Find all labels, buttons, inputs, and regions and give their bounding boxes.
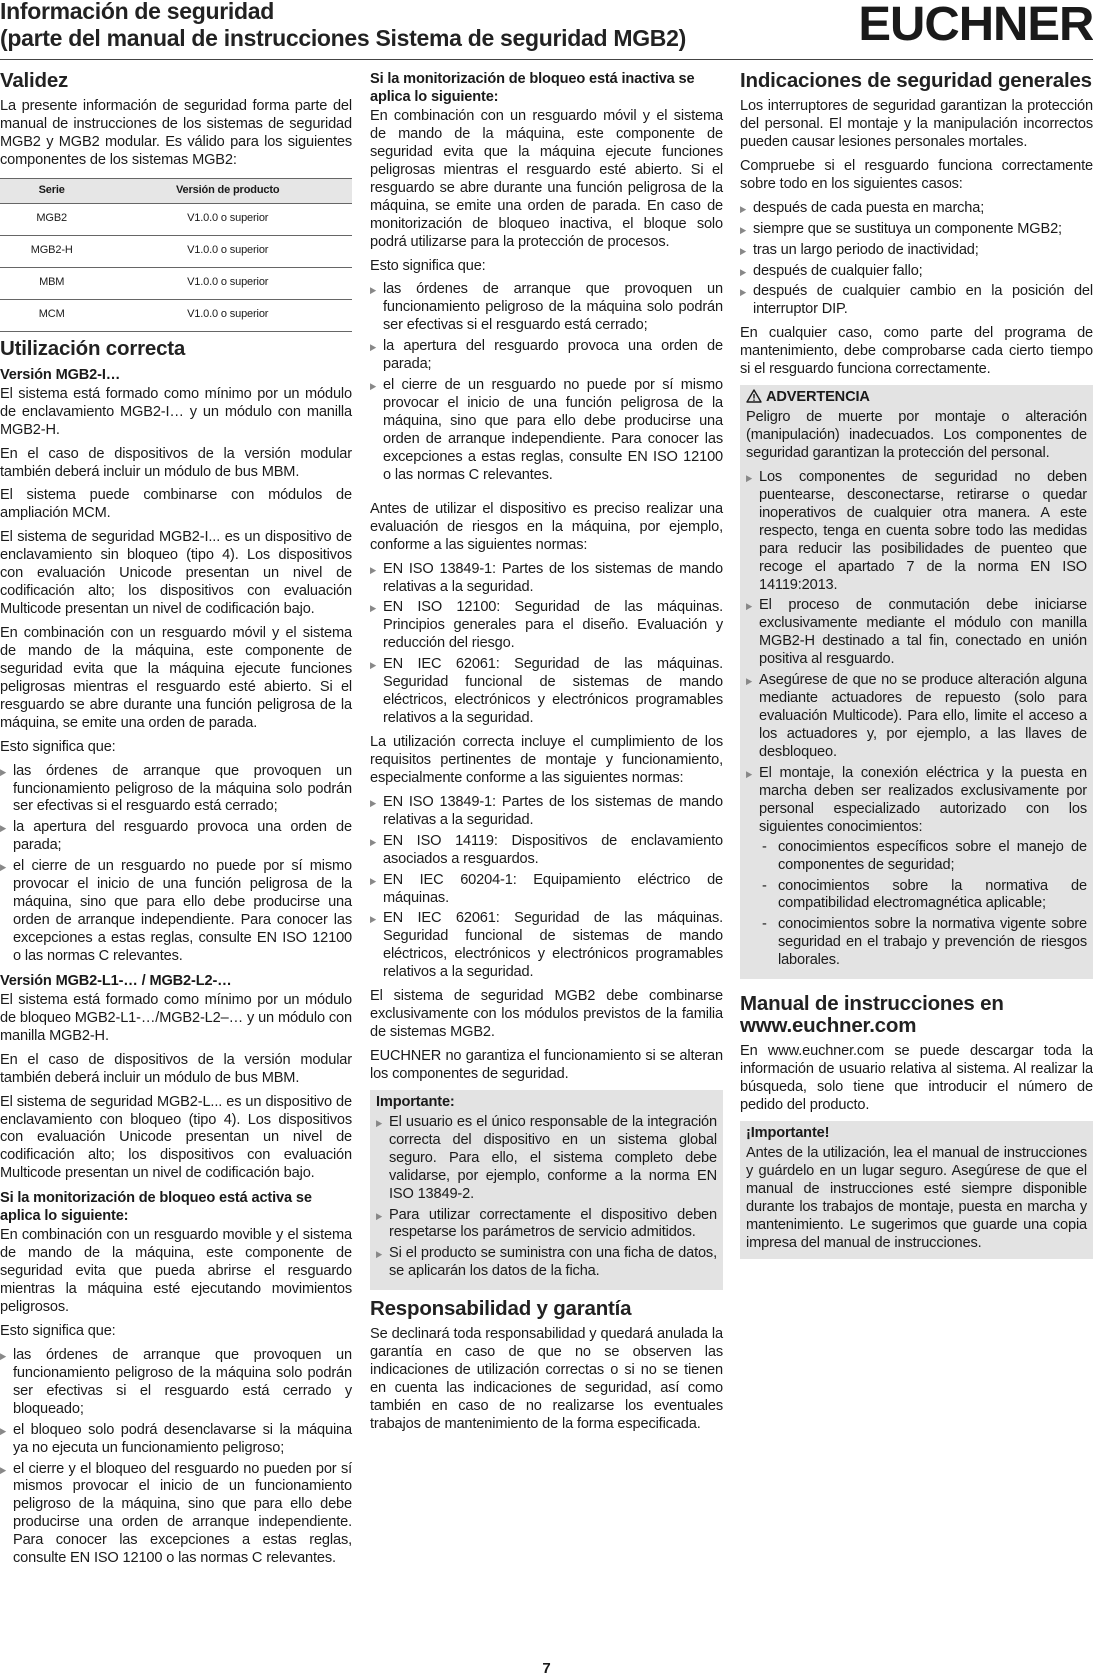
bullet-arrow-icon: ▶ — [0, 1464, 7, 1475]
paragraph: La utilización correcta incluye el cumplimiento de los requisitos pertinentes de montaje y funcionamiento, especialmente conforme a las siguientes normas: — [370, 734, 723, 786]
list-item: ▶ EN IEC 62061: Seguridad de las máquinas. Seguridad funcional de sistemas de mando eléctricos, electrónicos y electrónicos programables relativos a la seguridad. — [370, 910, 723, 981]
bullet-arrow-icon: ▶ — [376, 1210, 383, 1221]
bullet-arrow-icon: ▶ — [0, 1425, 7, 1436]
bullet-arrow-icon: ▶ — [370, 836, 377, 847]
paragraph: Se declinará toda responsabilidad y quedará anulada la garantía en caso de que no se observen las indicaciones de utilización correctas o si no se tienen en cuenta las indicaciones de seguridad, así como también en caso de no realizarse los eventuales trabajos de mantenimiento de la forma especificada. — [370, 1326, 723, 1432]
bullet-list — [746, 469, 1087, 970]
paragraph: Antes de utilizar el dispositivo es preciso realizar una evaluación de riesgos en la máquina, por ejemplo, conforme a las siguientes normas: — [370, 500, 723, 553]
bullet-arrow-icon: ▶ — [0, 862, 7, 873]
document-title — [0, 0, 686, 52]
page-number: 7 — [542, 1660, 551, 1677]
paragraph: El sistema de seguridad MGB2 debe combinarse exclusivamente con los módulos previstos de la familia de sistemas MGB2. — [370, 988, 723, 1041]
list-item: ▶ después de cualquier cambio en la posición del interruptor DIP. — [740, 283, 1093, 318]
important-box — [370, 1090, 723, 1290]
bullet-arrow-icon: ▶ — [370, 342, 377, 353]
list-item: ▶ EN IEC 60204-1: Equipamiento eléctrico de máquinas. — [370, 871, 723, 906]
important-title-2: ¡Importante! — [746, 1124, 830, 1141]
table-header-serie: Serie — [0, 178, 103, 203]
table-row — [0, 299, 352, 331]
paragraph: En www.euchner.com se puede descargar toda la información de usuario relativa al sistema. Al realizar la búsqueda, solo tiene que introducir el número de pedido del producto. — [740, 1043, 1093, 1113]
bullet-arrow-icon: ▶ — [370, 381, 377, 392]
paragraph: Peligro de muerte por montaje o alteración (manipulación) inadecuados. Los componentes de seguridad garantizan la protección del personal. — [746, 409, 1087, 461]
list-item: - conocimientos sobre la normativa de compatibilidad electromagnética aplicable; — [762, 877, 1087, 912]
list-item: ▶ El proceso de conmutación debe iniciarse exclusivamente mediante el módulo con manilla MGB2-H destinado a tal fin, conectado en unión positiva al resguardo. — [746, 597, 1087, 668]
important-title: Importante: — [376, 1093, 455, 1110]
column-right — [740, 70, 1093, 1267]
list-item: ▶ EN ISO 13849-1: Partes de los sistemas de mando relativas a la seguridad. — [370, 793, 723, 828]
list-item: - conocimientos específicos sobre el manejo de componentes de seguridad; — [762, 838, 1087, 873]
bullet-arrow-icon: ▶ — [376, 1117, 383, 1128]
list-item: ▶ siempre que se sustituya un componente MGB2; — [740, 220, 1062, 237]
warning-box — [740, 385, 1093, 979]
bullet-arrow-icon: ▶ — [740, 245, 747, 256]
paragraph: Esto significa que: — [370, 257, 486, 274]
bullet-arrow-icon: ▶ — [370, 603, 377, 614]
paragraph: El sistema puede combinarse con módulos de ampliación MCM. — [0, 487, 352, 522]
list-item: ▶ Si el producto se suministra con una ficha de datos, se aplicarán los datos de la ficha. — [376, 1245, 717, 1280]
product-version-table — [0, 178, 352, 332]
important-box-2 — [740, 1121, 1093, 1259]
title-line-2: (parte del manual de instrucciones Sistema de seguridad MGB2) — [0, 25, 686, 51]
list-item: ▶ el cierre y el bloqueo del resguardo no pueden por sí mismos provocar el inicio de un funcionamiento peligroso de la máquina, sino que para ello debe producirse una orden de arranque independiente. Para conocer las excepciones a estas reglas, consulte EN ISO 12100 o las normas C relevantes. — [0, 1460, 352, 1567]
bullet-arrow-icon: ▶ — [746, 676, 753, 687]
paragraph: EUCHNER no garantiza el funcionamiento si se alteran los componentes de seguridad. — [370, 1048, 723, 1082]
bullet-list — [376, 1114, 717, 1281]
paragraph: El sistema de seguridad MGB2-I... es un dispositivo de enclavamiento sin bloqueo (tipo 4). Los dispositivos con evaluación Unicode presentan un nivel de codificación alto; los dispositivos con evaluación Multicode presentan un nivel de codificación bajo. — [0, 529, 352, 618]
bullet-list — [740, 200, 1093, 320]
bullet-arrow-icon: ▶ — [370, 797, 377, 808]
uso-heading: Utilización correcta — [0, 336, 186, 360]
list-item: ▶ Asegúrese de que no se produce alteración alguna mediante actuadores de repuesto (solo para evaluación Multicode). Para ello, limite el acceso a los actuadores y, por ejemplo, a las llaves de desbloqueo. — [746, 672, 1087, 760]
bullet-list — [0, 1347, 352, 1568]
version-i-heading: Versión MGB2-I… — [0, 366, 121, 383]
euchner-logo: EUCHNER — [858, 0, 1093, 51]
paragraph: En combinación con un resguardo movible y el sistema de mando de la máquina, este componente de seguridad evita que pueda abrirse el resguardo mientras la máquina esté ejecutando movimientos peligrosos. — [0, 1227, 352, 1315]
bullet-arrow-icon: ▶ — [370, 285, 377, 296]
list-item: - conocimientos sobre la normativa vigente sobre seguridad en el trabajo y prevención de riesgos laborales. — [762, 916, 1087, 969]
bullet-arrow-icon: ▶ — [0, 1350, 7, 1361]
warning-header — [746, 389, 1087, 407]
title-line-1: Información de seguridad — [0, 0, 274, 24]
paragraph: Antes de la utilización, lea el manual de instrucciones y guárdelo en un lugar seguro. Asegúrese de que el manual de instrucciones esté siempre disponible durante los trabajos de montaje, puesta en marcha y mantenimiento. Le sugerimos que guarde una copia impresa del manual de instrucciones. — [746, 1144, 1087, 1251]
table-cell: MGB2 — [0, 203, 103, 235]
paragraph: En combinación con un resguardo móvil y el sistema de mando de la máquina, este componente de seguridad evita que la máquina ejecute funciones peligrosas mientras el resguardo esté abierto. Si el resguardo se abre durante una función peligrosa de la máquina, se emite una orden de parada. En caso de monitorización de bloqueo inactiva, el bloque solo podrá utilizarse para la protección de procesos. — [370, 108, 723, 250]
version-l-heading: Versión MGB2-L1-… / MGB2-L2-… — [0, 972, 232, 989]
liability-heading: Responsabilidad y garantía — [370, 1297, 632, 1321]
list-item: ▶ Para utilizar correctamente el dispositivo deben respetarse los parámetros de servicio admitidos. — [376, 1206, 717, 1241]
table-cell: V1.0.0 o superior — [103, 203, 352, 235]
bullet-arrow-icon: ▶ — [740, 266, 747, 277]
list-item: ▶ el cierre de un resguardo no puede por sí mismo provocar el inicio de una función peligrosa de la máquina, sino que para ello debe producirse una orden de arranque independiente. Para conocer las excepciones a estas reglas, consulte EN ISO 12100 o las normas C relevantes. — [370, 377, 723, 483]
paragraph: El sistema está formado como mínimo por un módulo de bloqueo MGB2-L1-…/MGB2-L2–… y un módulo con manilla MGB2-H. — [0, 991, 352, 1044]
warning-triangle-icon — [746, 389, 762, 403]
bullet-arrow-icon: ▶ — [376, 1249, 383, 1260]
table-cell: V1.0.0 o superior — [103, 299, 352, 331]
list-item: ▶ las órdenes de arranque que provoquen un funcionamiento peligroso de la máquina solo podrán ser efectivas si el resguardo está cerrado; — [0, 762, 352, 815]
paragraph: En cualquier caso, como parte del programa de mantenimiento, debe comprobarse cada cierto tiempo si el resguardo funciona correctamente. — [740, 325, 1093, 378]
list-item: ▶ EN ISO 14119: Dispositivos de enclavamiento asociados a resguardos. — [370, 832, 723, 867]
warning-title: ADVERTENCIA — [766, 389, 870, 406]
list-item: ▶ el bloqueo solo podrá desenclavarse si la máquina ya no ejecuta un funcionamiento peligroso; — [0, 1421, 352, 1456]
bullet-arrow-icon: ▶ — [370, 564, 377, 575]
table-header-version: Versión de producto — [103, 178, 352, 203]
list-item: ▶ la apertura del resguardo provoca una orden de parada; — [0, 819, 352, 854]
list-item: ▶ después de cada puesta en marcha; — [740, 199, 985, 216]
bullet-arrow-icon: ▶ — [740, 203, 747, 214]
bullet-arrow-icon: ▶ — [746, 601, 753, 612]
column-middle — [370, 70, 723, 1440]
list-item: ▶ Los componentes de seguridad no deben puentearse, desconectarse, retirarse o quedar inoperativos de cualquier otra manera. A este respecto, tenga en cuenta sobre todo las medidas para reducir las posibilidades de puenteo que recoge el apartado 7 de la norma EN ISO 14119:2013. — [746, 468, 1087, 593]
validez-heading: Validez — [0, 69, 69, 92]
list-item: ▶ El montaje, la conexión eléctrica y la puesta en marcha deben ser realizados exclusivamente por personal especializado autorizado con los siguientes conocimientos: - conocimientos específicos sobre el manejo de componentes de seguridad; - conocimientos sobre la normativa de compatibilidad electromagnética aplicable; - conocimientos sobre la normativa vigente sobre seguridad en el trabajo y prevención de riesgos laborales. — [746, 764, 1087, 969]
bullet-arrow-icon: ▶ — [370, 914, 377, 925]
list-item: ▶ EN ISO 13849-1: Partes de los sistemas de mando relativas a la seguridad. — [370, 560, 723, 595]
list-item: ▶ El usuario es el único responsable de la integración correcta del dispositivo en un sistema global seguro. Para ello, el sistema completo debe validarse, por ejemplo, conforme a la norma EN ISO 13849-2. — [376, 1113, 717, 1202]
bullet-arrow-icon: ▶ — [746, 472, 753, 483]
list-item: ▶ EN IEC 62061: Seguridad de las máquinas. Seguridad funcional de sistemas de mando eléctricos, electrónicos y electrónicos programables relativos a la seguridad. — [370, 656, 723, 727]
active-monitoring-heading: Si la monitorización de bloqueo está activa se aplica lo siguiente: — [0, 1190, 312, 1225]
bullet-arrow-icon: ▶ — [370, 660, 377, 671]
header-divider — [0, 59, 1093, 60]
bullet-list — [370, 561, 723, 728]
general-safety-heading: Indicaciones de seguridad generales — [740, 69, 1092, 92]
paragraph: Compruebe si el resguardo funciona correctamente sobre todo en los siguientes casos: — [740, 157, 1093, 192]
column-left — [0, 70, 352, 1574]
bullet-arrow-icon: ▶ — [0, 766, 7, 777]
table-cell: V1.0.0 o superior — [103, 235, 352, 267]
paragraph: El sistema de seguridad MGB2-L... es un dispositivo de enclavamiento con bloqueo (tipo 4). Los dispositivos con evaluación Unicode presentan un nivel de codificación alto; los dispositivos con evaluación Multicode presentan un nivel de codificación bajo. — [0, 1093, 352, 1182]
sub-list — [759, 839, 1087, 971]
bullet-arrow-icon: ▶ — [746, 768, 753, 779]
list-item: ▶ las órdenes de arranque que provoquen un funcionamiento peligroso de la máquina solo podrán ser efectivas si el resguardo está cerrado; — [370, 281, 723, 334]
bullet-list — [370, 281, 723, 484]
list-item: ▶ después de cualquier fallo; — [740, 262, 923, 279]
paragraph: El sistema está formado como mínimo por un módulo de enclavamiento MGB2-I… y un módulo con manilla MGB2-H. — [0, 385, 352, 438]
table-row — [0, 267, 352, 299]
paragraph: En el caso de dispositivos de la versión modular también deberá incluir un módulo de bus MBM. — [0, 1051, 352, 1086]
inactive-monitoring-heading: Si la monitorización de bloqueo está inactiva se aplica lo siguiente: — [370, 71, 695, 105]
validez-text: La presente información de seguridad forma parte del manual de instrucciones de los sistemas de seguridad MGB2 y MGB2 modular. Es válido para los siguientes componentes de los sistemas MGB2: — [0, 98, 352, 168]
paragraph: Los interruptores de seguridad garantizan la protección del personal. El montaje y la manipulación incorrectos pueden causar lesiones personales mortales. — [740, 98, 1093, 150]
paragraph: Esto significa que: — [0, 738, 116, 755]
page-header — [0, 0, 1093, 58]
table-cell: MBM — [0, 267, 103, 299]
list-item: ▶ EN ISO 12100: Seguridad de las máquinas. Principios generales para el diseño. Evaluación y reducción del riesgo. — [370, 599, 723, 652]
paragraph: Esto significa que: — [0, 1322, 116, 1339]
list-item: ▶ tras un largo periodo de inactividad; — [740, 241, 979, 258]
table-cell: MCM — [0, 299, 103, 331]
paragraph: En combinación con un resguardo móvil y el sistema de mando de la máquina, este componente de seguridad evita que la máquina ejecute funciones peligrosas mientras el resguardo esté abierto. Si el resguardo se abre durante una función peligrosa de la máquina, se emite una orden de parada. — [0, 625, 352, 731]
bullet-arrow-icon: ▶ — [740, 224, 747, 235]
bullet-arrow-icon: ▶ — [740, 287, 747, 298]
manual-heading: Manual de instrucciones en www.euchner.com — [740, 992, 1004, 1038]
list-item: ▶ las órdenes de arranque que provoquen un funcionamiento peligroso de la máquina solo podrán ser efectivas si el resguardo está cerrado y bloqueado; — [0, 1346, 352, 1417]
table-cell: MGB2-H — [0, 235, 103, 267]
paragraph: En el caso de dispositivos de la versión modular también deberá incluir un módulo de bus MBM. — [0, 445, 352, 480]
bullet-arrow-icon: ▶ — [0, 823, 7, 834]
table-row — [0, 203, 352, 235]
table-cell: V1.0.0 o superior — [103, 267, 352, 299]
bullet-arrow-icon: ▶ — [370, 875, 377, 886]
list-item: ▶ el cierre de un resguardo no puede por sí mismo provocar el inicio de una función peligrosa de la máquina, sino que para ello debe producirse una orden de arranque independiente. Para conocer las excepciones a estas reglas, consulte EN ISO 12100 o las normas C relevantes. — [0, 858, 352, 964]
bullet-list — [0, 763, 352, 966]
bullet-list — [370, 794, 723, 982]
table-row — [0, 235, 352, 267]
list-item: ▶ la apertura del resguardo provoca una orden de parada; — [370, 338, 723, 373]
